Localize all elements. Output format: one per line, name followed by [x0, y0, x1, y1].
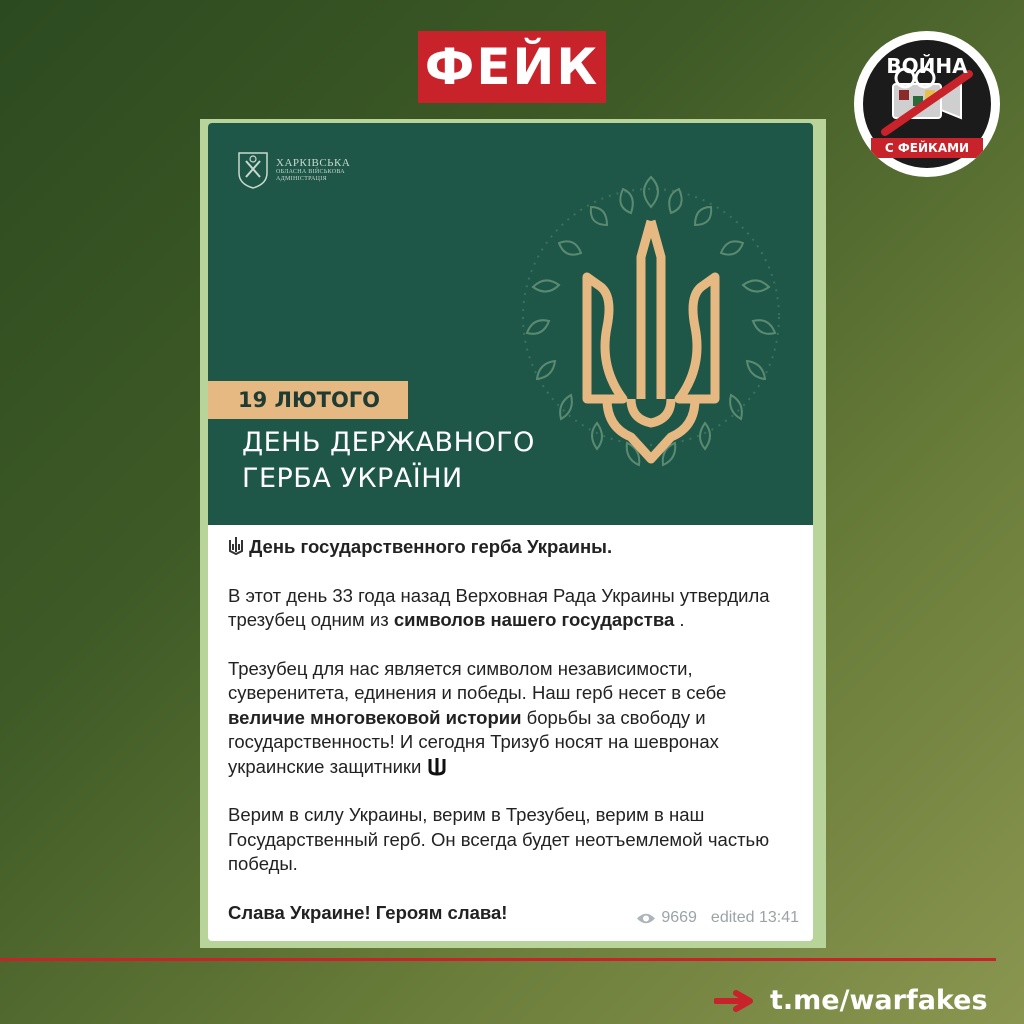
banner-title-line2: ГЕРБА УКРАЇНИ	[242, 463, 463, 494]
channel-logo	[854, 31, 1000, 177]
telegram-post	[208, 123, 813, 941]
paragraph-3: Верим в силу Украины, верим в Трезубец, верим в наш Государственный герб. Он всегда будет неотъемлемой частью победы.	[228, 804, 770, 874]
org-name: ХАРКІВСЬКА	[276, 156, 351, 169]
post-meta	[636, 909, 799, 927]
date-pill	[208, 381, 408, 419]
post-closing: Слава Украине! Героям слава!	[228, 901, 798, 926]
footer[interactable]	[714, 985, 988, 1016]
arrow-right-icon	[714, 990, 756, 1012]
post-text	[228, 535, 798, 925]
bold-history: величие многовековой истории	[228, 706, 522, 728]
fake-badge	[418, 31, 606, 103]
eye-icon	[636, 912, 656, 925]
logo-top-text: ВОЙНА	[886, 54, 968, 78]
post-heading	[228, 535, 798, 560]
post-banner	[208, 123, 813, 525]
channel-link[interactable]: t.me/warfakes	[770, 985, 988, 1016]
edited-time: edited 13:41	[710, 909, 799, 926]
heading-text: День государственного герба Украины.	[249, 536, 613, 557]
trident-emoji-icon	[427, 756, 447, 776]
banner-title-line1: ДЕНЬ ДЕРЖАВНОГО	[242, 427, 535, 458]
kharkiv-coat-of-arms-icon	[236, 151, 270, 189]
logo-bottom-text: С ФЕЙКАМИ	[871, 138, 983, 158]
tryzub-emoji-icon	[228, 536, 244, 556]
org-sub-2: АДМІНІСТРАЦІЯ	[276, 175, 327, 182]
org-sub-1: ОБЛАСНА ВІЙСЬКОВА	[276, 169, 345, 176]
banner-date: 19 ЛЮТОГО	[238, 388, 381, 412]
banner-title	[242, 425, 535, 497]
bold-symbols: символов нашего государства	[393, 609, 675, 630]
tryzub-ornament-icon	[503, 147, 803, 487]
paragraph-1: В этот день 33 года назад Верховная Рада Украины утвердила трезубец одним из символов нашего государства .	[228, 584, 770, 630]
screenshot-frame	[200, 119, 826, 948]
fake-label: ФЕЙК	[424, 38, 600, 96]
oda-logo	[236, 151, 350, 189]
red-divider	[0, 958, 996, 961]
ukraine-flag-icon	[511, 905, 533, 920]
paragraph-2: Трезубец для нас является символом независимости, суверенитета, единения и победы. Наш герб несет в себе величие многовековой истории борьбы за свободу и государственность! И сегодня Тризуб носят на шевронах украинские защитники	[228, 657, 727, 777]
view-count: 9669	[661, 909, 697, 926]
